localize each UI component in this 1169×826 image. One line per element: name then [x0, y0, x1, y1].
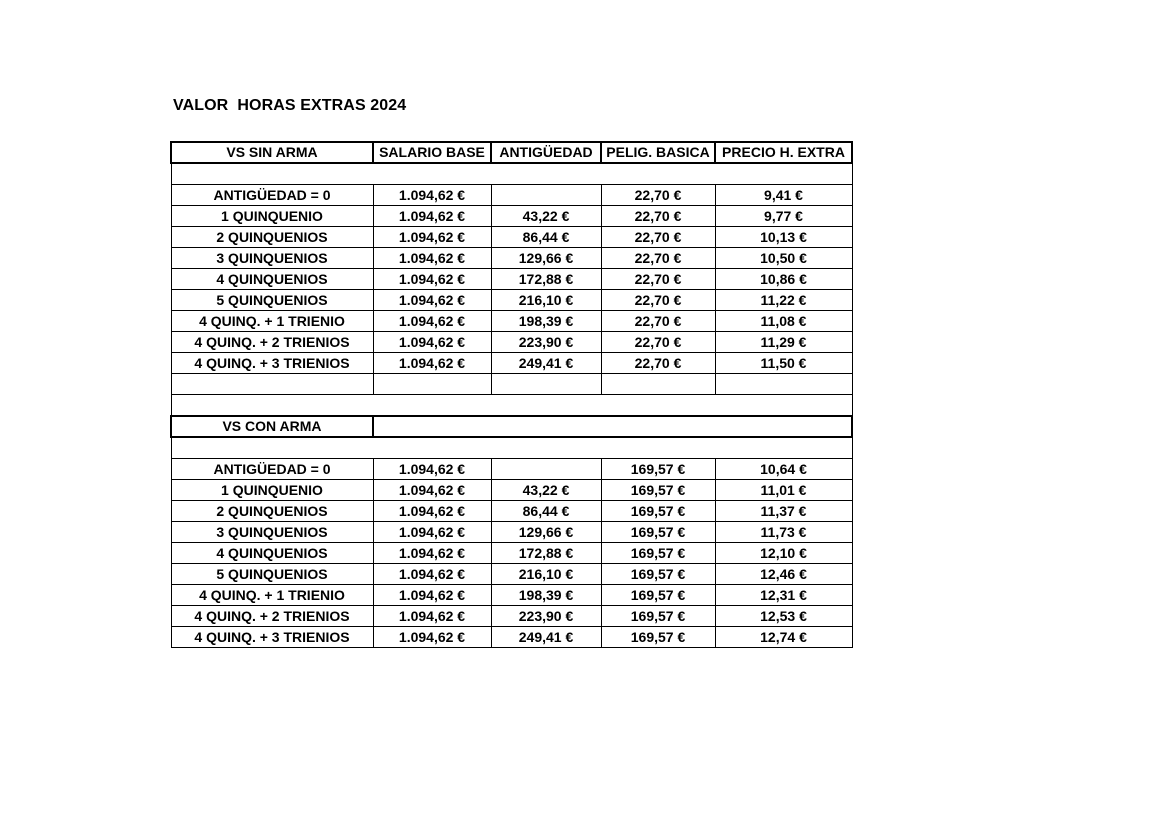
- cell-salario-base: 1.094,62 €: [373, 332, 491, 353]
- cell-pelig-basica: 169,57 €: [601, 606, 715, 627]
- cell-category: ANTIGÜEDAD = 0: [171, 185, 373, 206]
- page-title: VALOR HORAS EXTRAS 2024: [173, 97, 407, 114]
- cell-pelig-basica: 169,57 €: [601, 627, 715, 648]
- table-row: [171, 459, 852, 480]
- cell-category: 2 QUINQUENIOS: [171, 227, 373, 248]
- cell-precio-hora-extra: 12,10 €: [715, 543, 852, 564]
- cell-pelig-basica: 169,57 €: [601, 564, 715, 585]
- cell-antiguedad: 216,10 €: [491, 564, 601, 585]
- cell-precio-hora-extra: 9,41 €: [715, 185, 852, 206]
- cell-antiguedad: 43,22 €: [491, 206, 601, 227]
- cell-precio-hora-extra: 12,53 €: [715, 606, 852, 627]
- cell-antiguedad: 129,66 €: [491, 522, 601, 543]
- spacer-cell: [171, 163, 852, 185]
- cell-precio-hora-extra: 10,13 €: [715, 227, 852, 248]
- cell-salario-base: 1.094,62 €: [373, 206, 491, 227]
- empty-row: [171, 374, 852, 395]
- cell-salario-base: 1.094,62 €: [373, 290, 491, 311]
- header-category: VS SIN ARMA: [171, 142, 373, 163]
- cell-precio-hora-extra: 11,22 €: [715, 290, 852, 311]
- cell-precio-hora-extra: 10,86 €: [715, 269, 852, 290]
- table-row: [171, 353, 852, 374]
- cell-pelig-basica: 169,57 €: [601, 522, 715, 543]
- table-header-row: [171, 142, 852, 163]
- cell-antiguedad: [491, 459, 601, 480]
- empty-cell: [491, 374, 601, 395]
- cell-precio-hora-extra: 11,29 €: [715, 332, 852, 353]
- cell-precio-hora-extra: 11,08 €: [715, 311, 852, 332]
- cell-salario-base: 1.094,62 €: [373, 311, 491, 332]
- cell-category: 5 QUINQUENIOS: [171, 564, 373, 585]
- cell-salario-base: 1.094,62 €: [373, 585, 491, 606]
- cell-pelig-basica: 22,70 €: [601, 353, 715, 374]
- cell-category: 4 QUINQUENIOS: [171, 543, 373, 564]
- cell-precio-hora-extra: 10,64 €: [715, 459, 852, 480]
- cell-category: 4 QUINQUENIOS: [171, 269, 373, 290]
- table-row: [171, 332, 852, 353]
- table-row: [171, 564, 852, 585]
- cell-salario-base: 1.094,62 €: [373, 459, 491, 480]
- cell-pelig-basica: 169,57 €: [601, 480, 715, 501]
- cell-category: 4 QUINQ. + 1 TRIENIO: [171, 311, 373, 332]
- cell-salario-base: 1.094,62 €: [373, 627, 491, 648]
- cell-category: 5 QUINQUENIOS: [171, 290, 373, 311]
- cell-category: 1 QUINQUENIO: [171, 206, 373, 227]
- table-row: [171, 543, 852, 564]
- cell-category: ANTIGÜEDAD = 0: [171, 459, 373, 480]
- cell-salario-base: 1.094,62 €: [373, 185, 491, 206]
- cell-precio-hora-extra: 11,01 €: [715, 480, 852, 501]
- cell-antiguedad: [491, 185, 601, 206]
- header-precio-hora-extra: PRECIO H. EXTRA: [715, 142, 852, 163]
- cell-precio-hora-extra: 11,37 €: [715, 501, 852, 522]
- cell-antiguedad: 198,39 €: [491, 311, 601, 332]
- header-salario-base: SALARIO BASE: [373, 142, 491, 163]
- cell-antiguedad: 223,90 €: [491, 332, 601, 353]
- table-row: [171, 185, 852, 206]
- table-row: [171, 606, 852, 627]
- spacer-row: [171, 163, 852, 185]
- cell-category: 1 QUINQUENIO: [171, 480, 373, 501]
- cell-category: 4 QUINQ. + 3 TRIENIOS: [171, 627, 373, 648]
- cell-pelig-basica: 22,70 €: [601, 311, 715, 332]
- cell-pelig-basica: 22,70 €: [601, 248, 715, 269]
- cell-category: 4 QUINQ. + 2 TRIENIOS: [171, 332, 373, 353]
- cell-salario-base: 1.094,62 €: [373, 269, 491, 290]
- cell-antiguedad: 198,39 €: [491, 585, 601, 606]
- table-row: [171, 522, 852, 543]
- empty-cell: [601, 374, 715, 395]
- cell-antiguedad: 86,44 €: [491, 501, 601, 522]
- cell-antiguedad: 172,88 €: [491, 269, 601, 290]
- cell-salario-base: 1.094,62 €: [373, 248, 491, 269]
- spacer-cell: [171, 395, 852, 417]
- cell-category: 4 QUINQ. + 1 TRIENIO: [171, 585, 373, 606]
- table-row: [171, 206, 852, 227]
- cell-pelig-basica: 169,57 €: [601, 501, 715, 522]
- cell-pelig-basica: 169,57 €: [601, 459, 715, 480]
- table-row: [171, 585, 852, 606]
- cell-pelig-basica: 22,70 €: [601, 185, 715, 206]
- cell-antiguedad: 249,41 €: [491, 353, 601, 374]
- table-row: [171, 290, 852, 311]
- cell-precio-hora-extra: 11,50 €: [715, 353, 852, 374]
- cell-antiguedad: 86,44 €: [491, 227, 601, 248]
- spacer-cell: [171, 437, 852, 459]
- cell-pelig-basica: 22,70 €: [601, 227, 715, 248]
- cell-precio-hora-extra: 9,77 €: [715, 206, 852, 227]
- cell-antiguedad: 223,90 €: [491, 606, 601, 627]
- cell-antiguedad: 172,88 €: [491, 543, 601, 564]
- table-row: [171, 311, 852, 332]
- section-label-con-arma: VS CON ARMA: [171, 416, 373, 437]
- header-antiguedad: ANTIGÜEDAD: [491, 142, 601, 163]
- cell-salario-base: 1.094,62 €: [373, 606, 491, 627]
- table-row: [171, 248, 852, 269]
- cell-pelig-basica: 22,70 €: [601, 206, 715, 227]
- empty-cell: [715, 374, 852, 395]
- table-row: [171, 480, 852, 501]
- cell-antiguedad: 249,41 €: [491, 627, 601, 648]
- cell-salario-base: 1.094,62 €: [373, 353, 491, 374]
- cell-salario-base: 1.094,62 €: [373, 522, 491, 543]
- cell-salario-base: 1.094,62 €: [373, 227, 491, 248]
- cell-precio-hora-extra: 12,46 €: [715, 564, 852, 585]
- cell-category: 3 QUINQUENIOS: [171, 522, 373, 543]
- overtime-table: [170, 141, 853, 648]
- cell-pelig-basica: 169,57 €: [601, 543, 715, 564]
- cell-salario-base: 1.094,62 €: [373, 564, 491, 585]
- empty-cell: [171, 374, 373, 395]
- cell-pelig-basica: 22,70 €: [601, 269, 715, 290]
- cell-salario-base: 1.094,62 €: [373, 501, 491, 522]
- section-blank-cell: [373, 416, 852, 437]
- spacer-row: [171, 437, 852, 459]
- cell-antiguedad: 43,22 €: [491, 480, 601, 501]
- cell-pelig-basica: 169,57 €: [601, 585, 715, 606]
- table-row: [171, 227, 852, 248]
- cell-category: 3 QUINQUENIOS: [171, 248, 373, 269]
- cell-salario-base: 1.094,62 €: [373, 543, 491, 564]
- cell-antiguedad: 216,10 €: [491, 290, 601, 311]
- table-row: [171, 501, 852, 522]
- cell-salario-base: 1.094,62 €: [373, 480, 491, 501]
- cell-category: 4 QUINQ. + 2 TRIENIOS: [171, 606, 373, 627]
- section-header-row: [171, 416, 852, 437]
- cell-category: 2 QUINQUENIOS: [171, 501, 373, 522]
- empty-cell: [373, 374, 491, 395]
- cell-precio-hora-extra: 12,74 €: [715, 627, 852, 648]
- cell-precio-hora-extra: 12,31 €: [715, 585, 852, 606]
- cell-pelig-basica: 22,70 €: [601, 290, 715, 311]
- spacer-row: [171, 395, 852, 417]
- cell-pelig-basica: 22,70 €: [601, 332, 715, 353]
- table-row: [171, 269, 852, 290]
- cell-precio-hora-extra: 11,73 €: [715, 522, 852, 543]
- table-row: [171, 627, 852, 648]
- header-pelig-basica: PELIG. BASICA: [601, 142, 715, 163]
- cell-category: 4 QUINQ. + 3 TRIENIOS: [171, 353, 373, 374]
- cell-precio-hora-extra: 10,50 €: [715, 248, 852, 269]
- cell-antiguedad: 129,66 €: [491, 248, 601, 269]
